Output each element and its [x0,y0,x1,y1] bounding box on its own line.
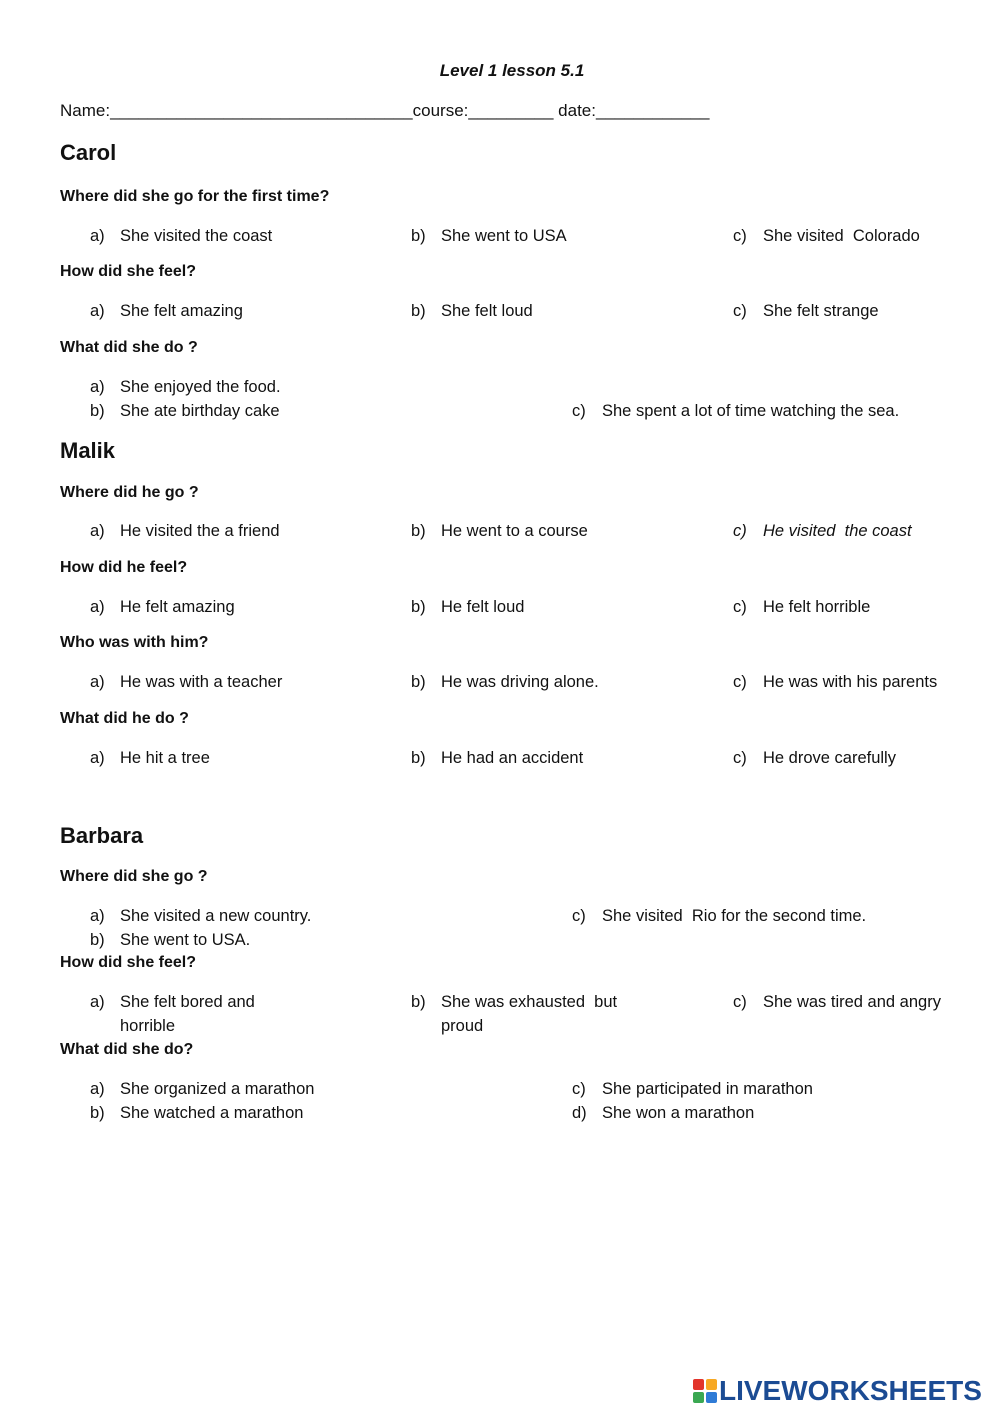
liveworksheets-logo-icon [693,1379,717,1403]
liveworksheets-logo [693,1374,982,1408]
question-malik-4: What did he do ? [60,710,189,727]
question-barbara-3: What did she do? [60,1041,194,1058]
section-heading-barbara: Barbara [60,823,144,848]
question-malik-2: How did he feel? [60,559,188,576]
worksheet-title: Level 1 lesson 5.1 [439,61,585,80]
section-heading-malik: Malik [60,438,116,463]
question-barbara-2: How did she feel? [60,954,197,971]
question-barbara-1: Where did she go ? [60,868,208,885]
section-heading-carol: Carol [60,140,117,165]
question-carol-2: How did she feel? [60,263,197,280]
question-malik-1: Where did he go ? [60,484,199,501]
brand-name: LIVEWORKSHEETS [719,1375,982,1406]
question-carol-1: Where did she go for the first time? [60,188,330,205]
student-fields-line: Name:________________________________course:_________ date:____________ [60,101,710,120]
question-carol-3: What did she do ? [60,339,198,356]
question-malik-3: Who was with him? [60,634,209,651]
worksheet-page: Level 1 lesson 5.1 Name:________________________________course:_________ date:____________ Carol Where did she go for the first time? a) She visited the coast b) She went to USA c) She visited Colorado How did she feel? a) She felt amazing b) She felt loud c) She felt strange What did she do ? a) She enjoyed the food. b) She ate birthday cake c) She spent a lot of time watching the sea. Malik Where did he go ? a) He visited the a friend b) He went to a course c) He visited the coast How did he feel? a) He felt amazing b) He felt loud c) He felt horrible Who was with him? a) He was with a teacher b) He was driving alone. c) He was with his parents What did he do ? a) He hit a tree b) He had an accident c) He drove carefully Barbara Where did she go ? a) She visited a new country. b) She went to USA. c) She visited Rio for the second time. How did she feel? a) She felt bored and horrible b) She was exhausted but proud c) She was tired and angry What did she do? a) She organized a marathon b) She watched a marathon c) She participated in marathon d) She won a marathon LIVEWORKSHEETS [0,0,1000,1414]
